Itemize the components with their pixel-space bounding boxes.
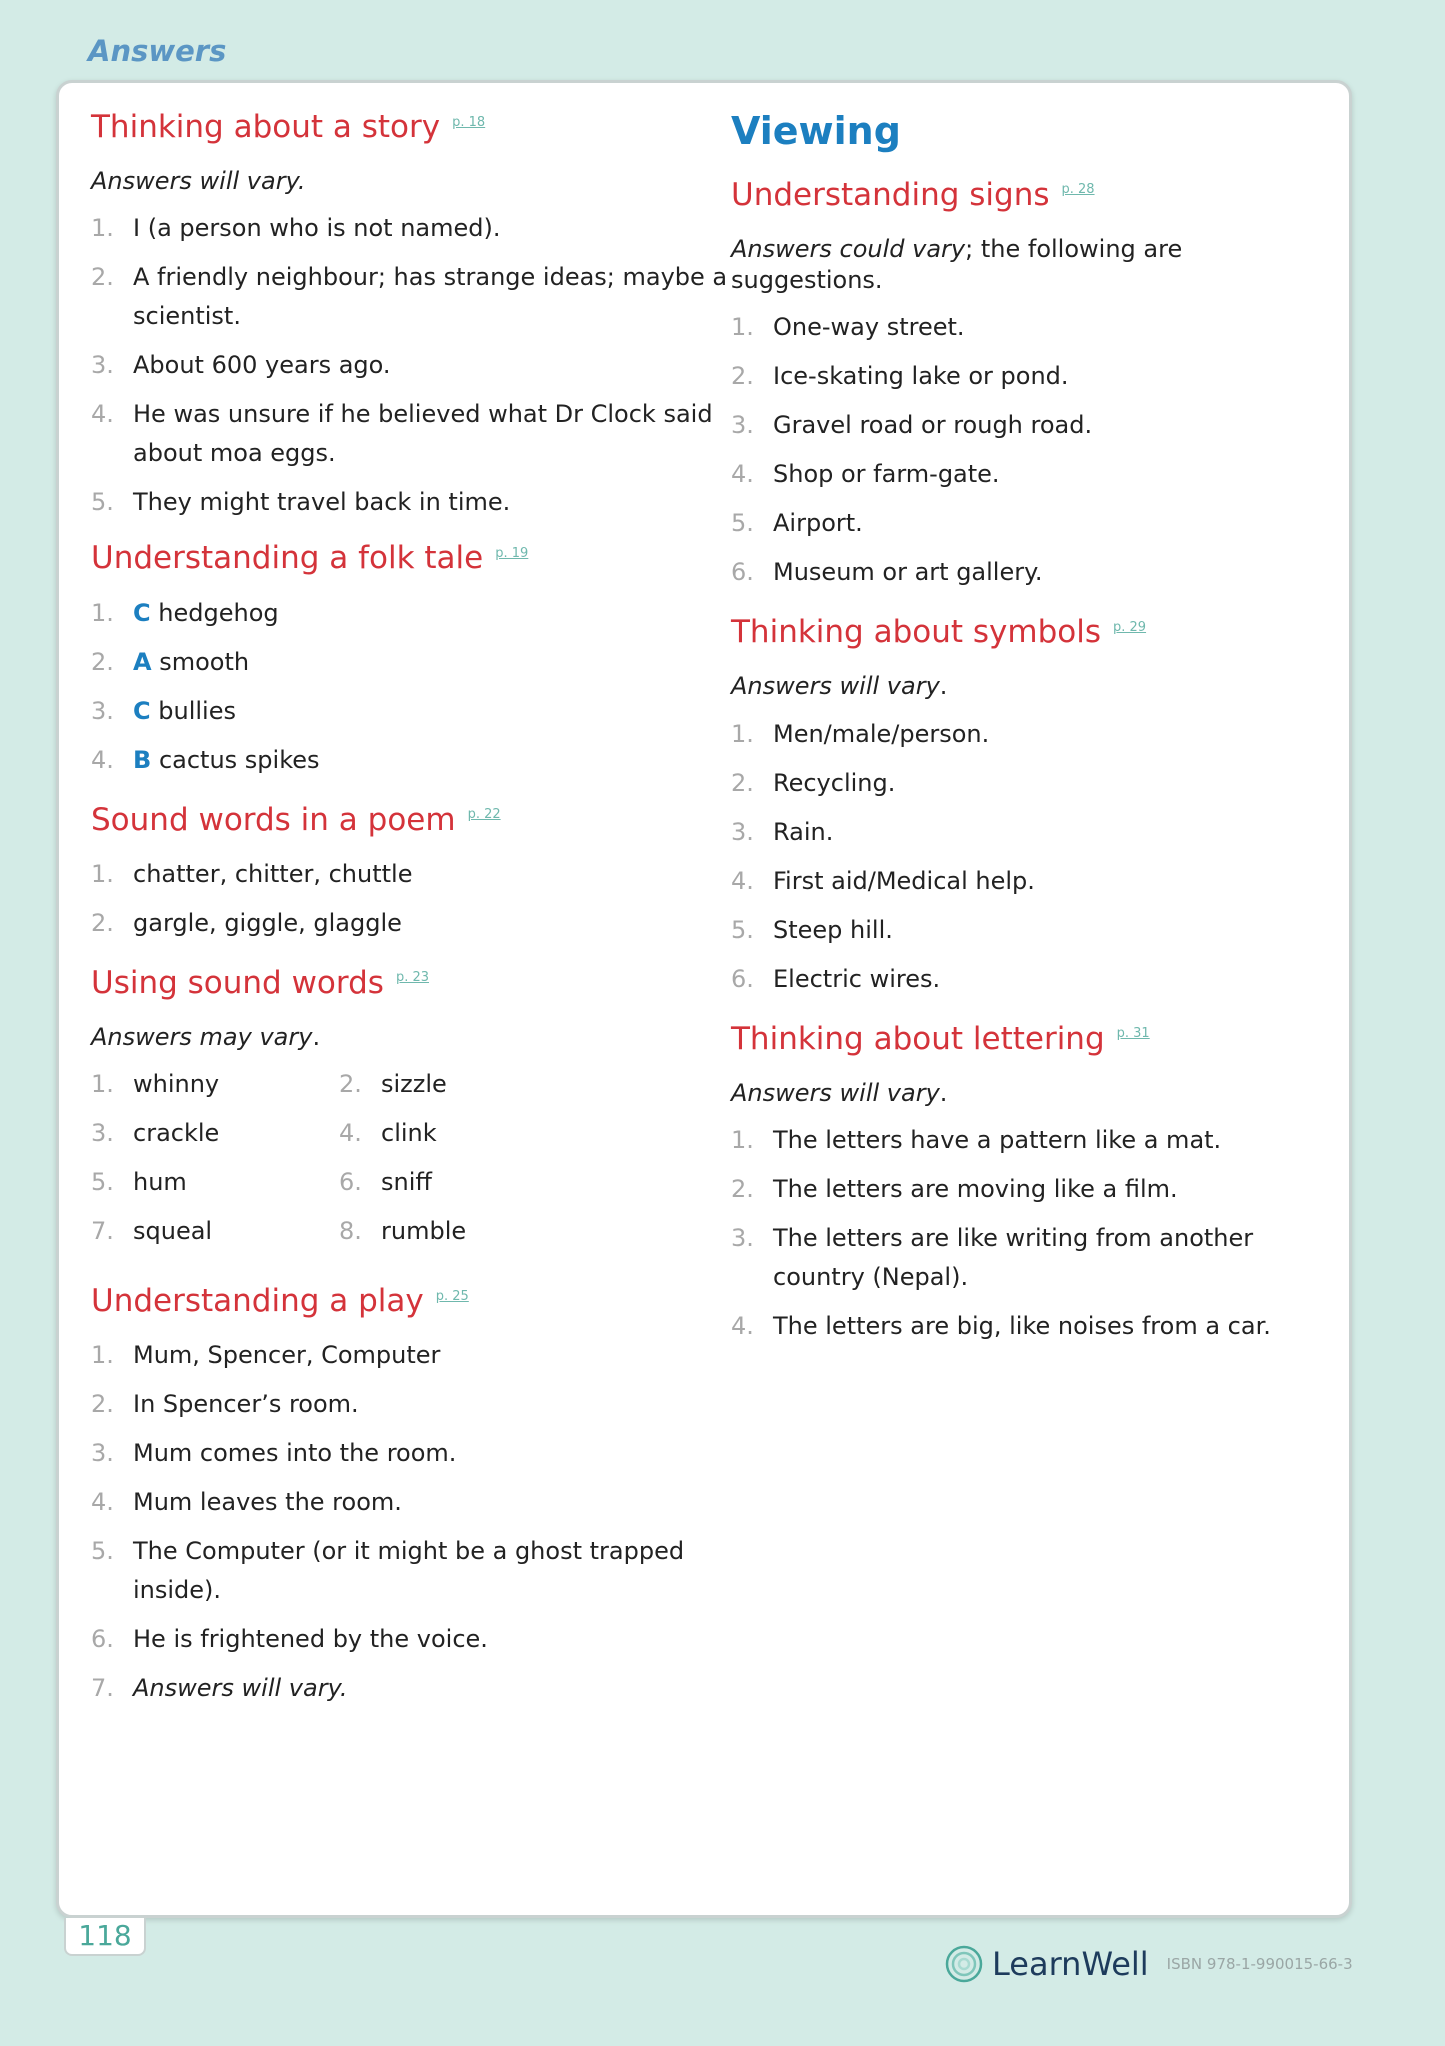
heading-text: Understanding a play [91, 1283, 424, 1320]
item-text: Museum or art gallery. [773, 558, 1043, 587]
heading-text: Sound words in a poem [91, 801, 456, 838]
item-text: The letters are moving like a film. [773, 1174, 1178, 1203]
item-number: 5. [91, 1168, 114, 1197]
item-text: I (a person who is not named). [133, 214, 501, 243]
list-item [339, 1065, 579, 1104]
footer-brand [944, 1944, 1353, 1984]
list-item [91, 1212, 339, 1251]
list-item [731, 504, 1331, 543]
right-column [731, 109, 1331, 1356]
item-text: sizzle [381, 1070, 447, 1099]
heading-text: Thinking about a story [91, 109, 441, 145]
page-ref-link[interactable]: p. 22 [467, 807, 501, 823]
list-item [731, 406, 1331, 445]
answers-note [731, 671, 1331, 702]
two-column-answer-grid [91, 1065, 731, 1261]
item-number: 2. [91, 263, 114, 292]
answer-list [731, 308, 1331, 592]
isbn-text: ISBN 978-1-990015-66-3 [1166, 1955, 1353, 1973]
section-heading-symbols [731, 614, 1331, 651]
item-number: 4. [731, 1311, 754, 1340]
item-number: 6. [91, 1625, 114, 1654]
item-number: 2. [91, 647, 114, 676]
item-text: The Computer (or it might be a ghost trapped inside). [133, 1537, 685, 1605]
list-item [91, 395, 731, 473]
item-number: 6. [731, 964, 754, 993]
answers-note: Answers will vary. [91, 167, 306, 196]
item-text: whinny [133, 1070, 220, 1099]
item-text: Rain. [773, 817, 834, 846]
answer-letter: A [133, 647, 152, 676]
section-heading-signs [731, 177, 1331, 214]
item-text: rumble [381, 1217, 467, 1246]
list-item [91, 855, 731, 894]
item-text: One-way street. [773, 313, 965, 342]
list-item [91, 1434, 731, 1473]
list-item [731, 553, 1331, 592]
answer-letter: C [133, 696, 151, 725]
brand-name: LearnWell [992, 1945, 1149, 1983]
list-item [731, 1121, 1331, 1160]
viewing-title: Viewing [731, 109, 901, 153]
answer-list [731, 715, 1331, 999]
item-number: 3. [91, 696, 114, 725]
page-ref-link[interactable]: p. 25 [435, 1288, 469, 1304]
list-item [731, 813, 1331, 852]
list-item [91, 1483, 731, 1522]
item-text: They might travel back in time. [133, 488, 511, 517]
note-italic: Answers will vary [731, 672, 940, 701]
item-text: Gravel road or rough road. [773, 411, 1093, 440]
item-text: bullies [158, 696, 236, 725]
item-number: 3. [91, 1439, 114, 1468]
item-number: 7. [91, 1217, 114, 1246]
answer-letter: B [133, 745, 152, 774]
item-number: 2. [339, 1070, 362, 1099]
page-ref-link[interactable]: p. 18 [452, 114, 486, 130]
item-number: 5. [731, 915, 754, 944]
item-text: The letters are big, like noises from a car. [773, 1311, 1271, 1340]
item-text: First aid/Medical help. [773, 866, 1035, 895]
item-text: Electric wires. [773, 964, 941, 993]
list-item [339, 1114, 579, 1153]
list-item [731, 715, 1331, 754]
list-item [91, 346, 731, 385]
item-number: 1. [91, 598, 114, 627]
learnwell-logo-icon [944, 1944, 984, 1984]
answers-note [91, 1022, 731, 1053]
item-text: Airport. [773, 509, 863, 538]
item-text: chatter, chitter, chuttle [133, 859, 413, 888]
item-number: 2. [731, 362, 754, 391]
list-item [91, 1336, 731, 1375]
item-text: He was unsure if he believed what Dr Clock said about moa eggs. [133, 400, 713, 468]
item-text: Mum leaves the room. [133, 1488, 402, 1517]
item-number: 5. [731, 509, 754, 538]
answer-letter: C [133, 598, 151, 627]
heading-text: Using sound words [91, 964, 384, 1001]
note-suffix: . [939, 1078, 948, 1107]
section-heading-play [91, 1283, 731, 1320]
item-number: 8. [339, 1217, 362, 1246]
list-item [339, 1212, 579, 1251]
answer-list [91, 209, 731, 522]
list-item [339, 1163, 579, 1202]
item-text: Shop or farm-gate. [773, 460, 1000, 489]
list-item [731, 1219, 1331, 1297]
item-number: 2. [91, 1390, 114, 1419]
item-text: The letters have a pattern like a mat. [773, 1125, 1222, 1154]
item-number: 6. [731, 558, 754, 587]
item-text: smooth [159, 647, 250, 676]
list-item [731, 308, 1331, 347]
item-text: clink [381, 1119, 437, 1148]
list-item [91, 1532, 731, 1610]
answer-list [731, 1121, 1331, 1346]
page-ref-link[interactable]: p. 31 [1116, 1026, 1150, 1042]
answer-list [91, 1336, 731, 1708]
item-text: Mum, Spencer, Computer [133, 1341, 441, 1370]
item-number: 6. [339, 1168, 362, 1197]
note-italic: Answers may vary [91, 1022, 313, 1051]
list-item [91, 483, 731, 522]
item-number: 3. [91, 1119, 114, 1148]
list-item [91, 1114, 339, 1153]
item-number: 1. [91, 214, 114, 243]
item-number: 3. [91, 351, 114, 380]
item-number: 2. [91, 908, 114, 937]
page-ref-link[interactable]: p. 23 [395, 970, 429, 986]
item-number: 1. [731, 313, 754, 342]
item-text: Recycling. [773, 768, 896, 797]
list-item [91, 643, 731, 682]
list-item [91, 1669, 731, 1708]
item-text: crackle [133, 1119, 220, 1148]
note-italic: Answers will vary [731, 1078, 940, 1107]
item-text: He is frightened by the voice. [133, 1625, 488, 1654]
list-item [731, 764, 1331, 803]
list-item [91, 741, 731, 780]
item-number: 4. [91, 745, 114, 774]
item-text: cactus spikes [158, 745, 320, 774]
item-number: 3. [731, 817, 754, 846]
item-number: 1. [731, 719, 754, 748]
item-text: gargle, giggle, glaggle [133, 908, 402, 937]
list-item [731, 960, 1331, 999]
running-header: Answers [88, 34, 227, 68]
list-item [91, 209, 731, 248]
heading-text: Thinking about lettering [731, 1020, 1105, 1057]
section-heading-poem [91, 802, 731, 839]
heading-text: Thinking about symbols [731, 614, 1101, 651]
item-number: 1. [91, 859, 114, 888]
note-suffix: . [939, 672, 948, 701]
note-italic: Answers could vary [731, 234, 966, 263]
item-text: A friendly neighbour; has strange ideas; maybe a scientist. [133, 263, 728, 331]
list-item [91, 692, 731, 731]
page-ref-link[interactable]: p. 29 [1113, 619, 1147, 635]
item-text: hum [133, 1168, 187, 1197]
heading-text: Understanding a folk tale [91, 540, 484, 577]
answer-list [91, 594, 731, 780]
item-number: 2. [731, 1174, 754, 1203]
left-column [91, 109, 731, 1718]
section-heading-sound-words [91, 965, 731, 1002]
item-number: 5. [91, 1537, 114, 1566]
note-suffix: . [312, 1022, 321, 1051]
list-item [731, 911, 1331, 950]
item-number: 5. [91, 488, 114, 517]
section-heading-story [91, 109, 731, 146]
list-item [91, 1163, 339, 1202]
note-suffix: ; the following are suggestions. [731, 234, 1183, 294]
list-item [731, 455, 1331, 494]
page-number: 118 [64, 1918, 146, 1956]
answers-note [731, 1078, 1331, 1109]
heading-text: Understanding signs [731, 176, 1050, 213]
list-item [731, 1307, 1331, 1346]
item-number: 2. [731, 768, 754, 797]
item-text: hedgehog [158, 598, 279, 627]
item-number: 1. [91, 1341, 114, 1370]
list-item [91, 1065, 339, 1104]
page-ref-link[interactable]: p. 28 [1061, 182, 1095, 198]
item-text: Men/male/person. [773, 719, 990, 748]
item-text: About 600 years ago. [133, 351, 391, 380]
item-text: Steep hill. [773, 915, 893, 944]
list-item [91, 1385, 731, 1424]
item-number: 4. [731, 460, 754, 489]
answers-note [731, 234, 1331, 296]
list-item [731, 862, 1331, 901]
item-number: 3. [731, 1223, 754, 1252]
list-item [91, 594, 731, 633]
item-number: 4. [731, 866, 754, 895]
item-text: squeal [133, 1217, 213, 1246]
item-text: The letters are like writing from another country (Nepal). [773, 1223, 1254, 1291]
item-text: In Spencer’s room. [133, 1390, 359, 1419]
answers-card [56, 80, 1352, 1918]
item-text: Mum comes into the room. [133, 1439, 457, 1468]
item-text: sniff [381, 1168, 432, 1197]
page-ref-link[interactable]: p. 19 [495, 546, 529, 562]
item-number: 4. [91, 400, 114, 429]
list-item [731, 357, 1331, 396]
answer-list [91, 855, 731, 943]
list-item [731, 1170, 1331, 1209]
item-number: 3. [731, 411, 754, 440]
section-heading-lettering [731, 1021, 1331, 1058]
list-item [91, 1620, 731, 1659]
item-text: Answers will vary. [133, 1674, 348, 1703]
item-number: 7. [91, 1674, 114, 1703]
list-item [91, 904, 731, 943]
item-number: 1. [91, 1070, 114, 1099]
item-text: Ice-skating lake or pond. [773, 362, 1069, 391]
item-number: 1. [731, 1125, 754, 1154]
list-item [91, 258, 731, 336]
section-heading-folk-tale [91, 540, 731, 577]
item-number: 4. [91, 1488, 114, 1517]
item-number: 4. [339, 1119, 362, 1148]
